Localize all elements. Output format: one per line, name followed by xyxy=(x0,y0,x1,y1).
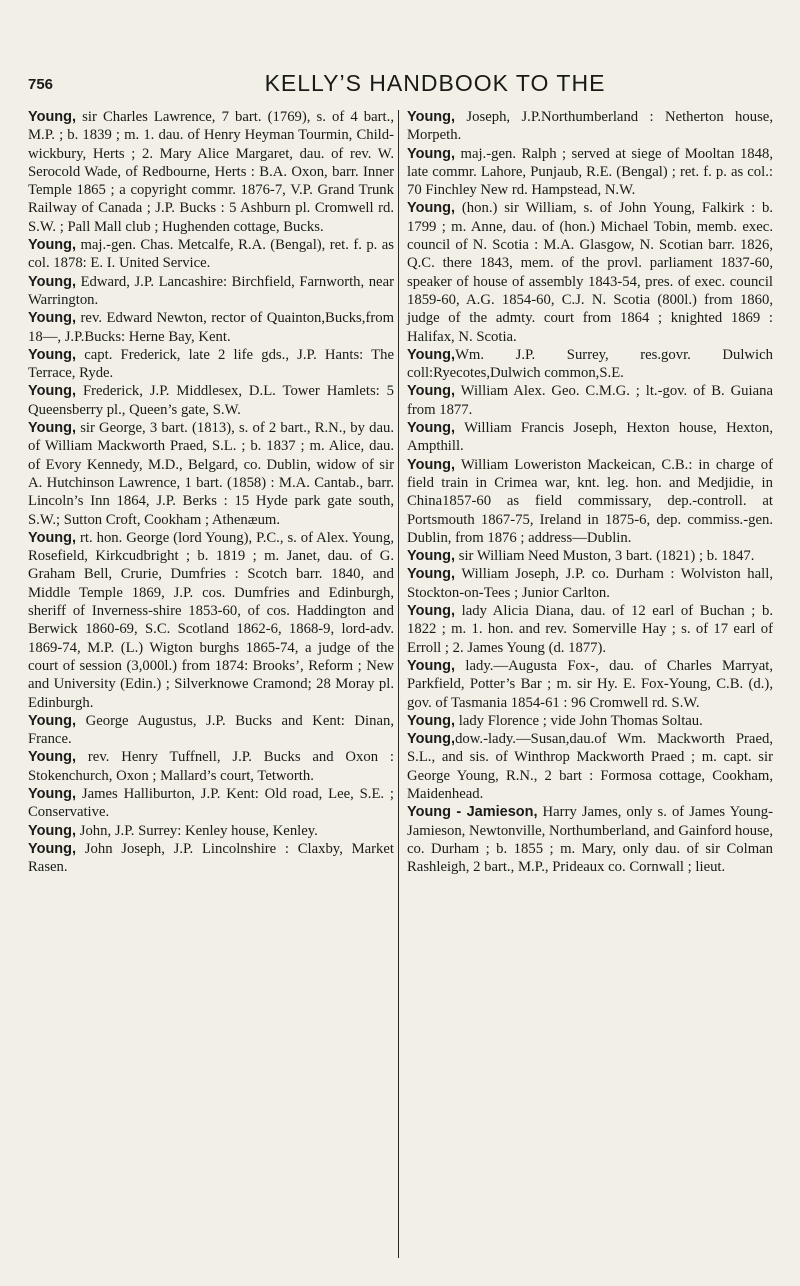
entry-text: George Augustus, J.P. Bucks and Kent: Dinan, France. xyxy=(28,712,394,748)
entry-text: (hon.) sir William, s. of John Young, Falkirk : b. 1799 ; m. Anne, dau. of (hon.) Michael Tobin, memb. exec. council of N. Scotia : M.A. Glasgow, N. Scotian barr. 1826, Q.C. there 1843, mem. of the provl. parliament 1837-60, speaker of house of assembly 1843-54, pres. of exec. council 1859-60, A.G. 1854-60, C.J. N. Scotia (800l.) from 1860, judge of the admty. court from 1864 ; knighted 1869 : Halifax, N. Scotia. xyxy=(407,200,773,345)
entry-text: Frederick, J.P. Middlesex, D.L. Tower Hamlets: 5 Queensberry pl., Queen’s gate, S.W. xyxy=(28,383,394,418)
entry xyxy=(407,547,773,565)
entry-name: Young, xyxy=(407,712,456,729)
entry xyxy=(407,456,773,547)
entry-text: rt. hon. George (lord Young), P.C., s. of Alex. Young, Rosefield, Kirkcudbright ; b. 1819 ; m. Janet, dau. of G. Graham Bell, Crurie, Dumfries : Scotch barr. 1840, and Middle Temple 1869, J.P. cos. Dumfries and Edinburgh, sheriff of Inverness-shire 1853-60, of cos. Haddington and Berwick 1860-69, S.C. Scotland 1862-6, 1868-9, lord-adv. 1869-74, M.P. (L.) Wigton burghs 1865-74, a judge of the court of session (3,000l.) from 1874: Brooks’, Reform ; New and University (Edin.) ; Silverknowe Cramond; 28 Moray pl. Edinburgh. xyxy=(28,529,394,711)
entry-name: Young, xyxy=(28,237,77,254)
entry xyxy=(407,382,773,419)
entry-text: William Francis Joseph, Hexton house, Hexton, Ampthill. xyxy=(407,420,773,455)
entry-text: lady Alicia Diana, dau. of 12 earl of Buchan ; b. 1822 ; m. 1. hon. and rev. Somerville Hay ; s. of 17 earl of Erroll ; 2. James Young (d. 1877). xyxy=(407,603,773,656)
entry-text: sir George, 3 bart. (1813), s. of 2 bart., R.N., by dau. of William Mackworth Praed, S.L. ; b. 1837 ; m. Alice, dau. of Evory Kennedy, M.D., Belgard, co. Dublin, widow of sir A. Hutchinson Lawrence, 1 bart. (1858) : M.A. Cantab., barr. Lincoln’s Inn 1864, J.P. Berks : 15 Hyde park gate south, S.W.; Sutton Croft, Cookham ; Athenæum. xyxy=(28,420,394,528)
entry-text: sir Charles Lawrence, 7 bart. (1769), s. of 4 bart., M.P. ; b. 1839 ; m. 1. dau. of Henry Heyman Tourmin, Child-wickbury, Herts ; 2. Mary Alice Margaret, dau. of rev. W. Serocold Wade, of Redbourne, Herts : B.A. Oxon, barr. Inner Temple 1865 ; a copyright commr. 1876-7, V.P. Grand Trunk Railway of Canada ; J.P. Bucks : 5 Ashburn pl. Cromwell rd. S.W. ; Pall Mall club ; Hughenden cottage, Bucks. xyxy=(28,109,394,235)
entry xyxy=(407,602,773,657)
entry-text: lady.—Augusta Fox-, dau. of Charles Marryat, Parkfield, Potter’s Bar ; m. sir Hy. E. Fox-Young, C.B. (d.), gov. of Tasmania 1854-61 : 96 Cromwell rd. S.W. xyxy=(407,657,773,711)
entry-name: Young, xyxy=(407,548,456,565)
entry-name: Young, xyxy=(407,566,456,583)
entry xyxy=(28,712,394,749)
entry xyxy=(28,785,394,822)
entry-text: dow.-lady.—Susan,dau.of Wm. Mackworth Praed, S.L., and sis. of Winthrop Mackworth Praed ; m. capt. sir George Young, R.N., 2 bart : Formosa cottage, Cookham, Maidenhead. xyxy=(407,731,773,802)
entry xyxy=(407,712,773,730)
entry xyxy=(407,803,773,876)
entry xyxy=(28,273,394,310)
entry-text: maj.-gen. Ralph ; served at siege of Mooltan 1848, late commr. Lahore, Punjaub, R.E. (Bengal) ; ret. f. p. as col.: 70 Finchley New rd. Hampstead, N.W. xyxy=(407,145,773,199)
entry-name: Young, xyxy=(407,420,456,437)
left-column xyxy=(28,108,394,876)
entry-text: William Loweriston Mackeican, C.B.: in charge of field train in Crimea war, knt. leg. hon. and Medjidie, in China1857-60 as field commissary, dep.-controll. at Portsmouth 1867-75, Ireland in 1875-6, dep. commiss.-gen. Dublin, from 1876 ; address—Dublin. xyxy=(407,456,773,546)
column-divider xyxy=(398,110,399,1258)
entry-name: Young, xyxy=(407,603,456,620)
entry-name: Young, xyxy=(28,310,77,327)
entry-name: Young, xyxy=(28,785,77,802)
entry-name: Young, xyxy=(407,200,456,217)
entry-name: Young, xyxy=(407,383,456,400)
entry xyxy=(28,346,394,383)
entry-name: Young, xyxy=(407,145,456,162)
entry-name: Young - Jamieson, xyxy=(407,804,538,821)
entry-text: Joseph, J.P.Northumberland : Netherton house, Morpeth. xyxy=(407,109,773,144)
entry-text: lady Florence ; vide John Thomas Soltau. xyxy=(455,712,703,729)
entry xyxy=(407,730,773,803)
entry-name: Young, xyxy=(407,109,456,125)
entry-name: Young, xyxy=(28,529,77,546)
entry-name: Young, xyxy=(28,822,77,839)
entry xyxy=(28,236,394,273)
entry xyxy=(407,108,773,145)
entry-name: Young, xyxy=(28,420,77,437)
entry-name: Young, xyxy=(28,346,77,363)
right-column xyxy=(407,108,773,876)
entry xyxy=(407,346,773,383)
entry-name: Young, xyxy=(28,109,77,125)
entry-text: William Alex. Geo. C.M.G. ; lt.-gov. of B. Guiana from 1877. xyxy=(407,383,773,418)
entry-name: Young, xyxy=(28,712,77,729)
entry-name: Young, xyxy=(407,346,456,363)
page-header xyxy=(28,70,774,104)
entry xyxy=(407,657,773,712)
entry-name: Young, xyxy=(407,657,456,674)
entry xyxy=(407,565,773,602)
entry xyxy=(28,840,394,877)
entry-text: rev. Edward Newton, rector of Quainton,Bucks,from 18—, J.P.Bucks: Herne Bay, Kent. xyxy=(28,310,394,345)
entry xyxy=(407,145,773,200)
entry-text: sir William Need Muston, 3 bart. (1821) ; b. 1847. xyxy=(455,548,755,565)
running-title: KELLY’S HANDBOOK TO THE xyxy=(264,70,606,96)
entry-text: James Halliburton, J.P. Kent: Old road, Lee, S.E. ; Conservative. xyxy=(28,785,394,821)
entry xyxy=(28,419,394,529)
entry-text: Harry James, only s. of James Young-Jamieson, Newtonville, Northumberland, and Gainford house, co. Durham ; b. 1855 ; m. Mary, only dau. of sir Colman Rashleigh, 2 bart., M.P., Prideaux co. Cornwall ; lieut. xyxy=(407,804,773,876)
entry xyxy=(28,108,394,236)
entry-text: Wm. J.P. Surrey, res.govr. Dulwich coll:Ryecotes,Dulwich common,S.E. xyxy=(407,346,773,382)
entry xyxy=(28,529,394,712)
entry-name: Young, xyxy=(28,273,77,290)
entry-name: Young, xyxy=(28,749,77,766)
entry-text: rev. Henry Tuffnell, J.P. Bucks and Oxon : Stokenchurch, Oxon ; Mallard’s court, Tetworth. xyxy=(28,749,394,784)
entry xyxy=(28,382,394,419)
entry-text: William Joseph, J.P. co. Durham : Wolviston hall, Stockton-on-Tees ; Junior Carlton. xyxy=(407,566,773,601)
entry-text: maj.-gen. Chas. Metcalfe, R.A. (Bengal), ret. f. p. as col. 1878: E. I. United Service. xyxy=(28,237,394,272)
entry-text: John, J.P. Surrey: Kenley house, Kenley. xyxy=(76,822,318,839)
entry-text: capt. Frederick, late 2 life gds., J.P. Hants: The Terrace, Ryde. xyxy=(28,346,394,382)
entry xyxy=(407,419,773,456)
entry xyxy=(28,748,394,785)
entry-name: Young, xyxy=(28,383,77,400)
page-number: 756 xyxy=(28,76,54,93)
entry xyxy=(407,199,773,345)
entry-name: Young, xyxy=(28,840,77,857)
entry xyxy=(28,309,394,346)
entry-name: Young, xyxy=(407,731,456,748)
entry-name: Young, xyxy=(407,456,456,473)
entry xyxy=(28,822,394,840)
entry-text: John Joseph, J.P. Lincolnshire : Claxby, Market Rasen. xyxy=(28,840,394,876)
entry-text: Edward, J.P. Lancashire: Birchfield, Farnworth, near Warrington. xyxy=(28,273,394,308)
